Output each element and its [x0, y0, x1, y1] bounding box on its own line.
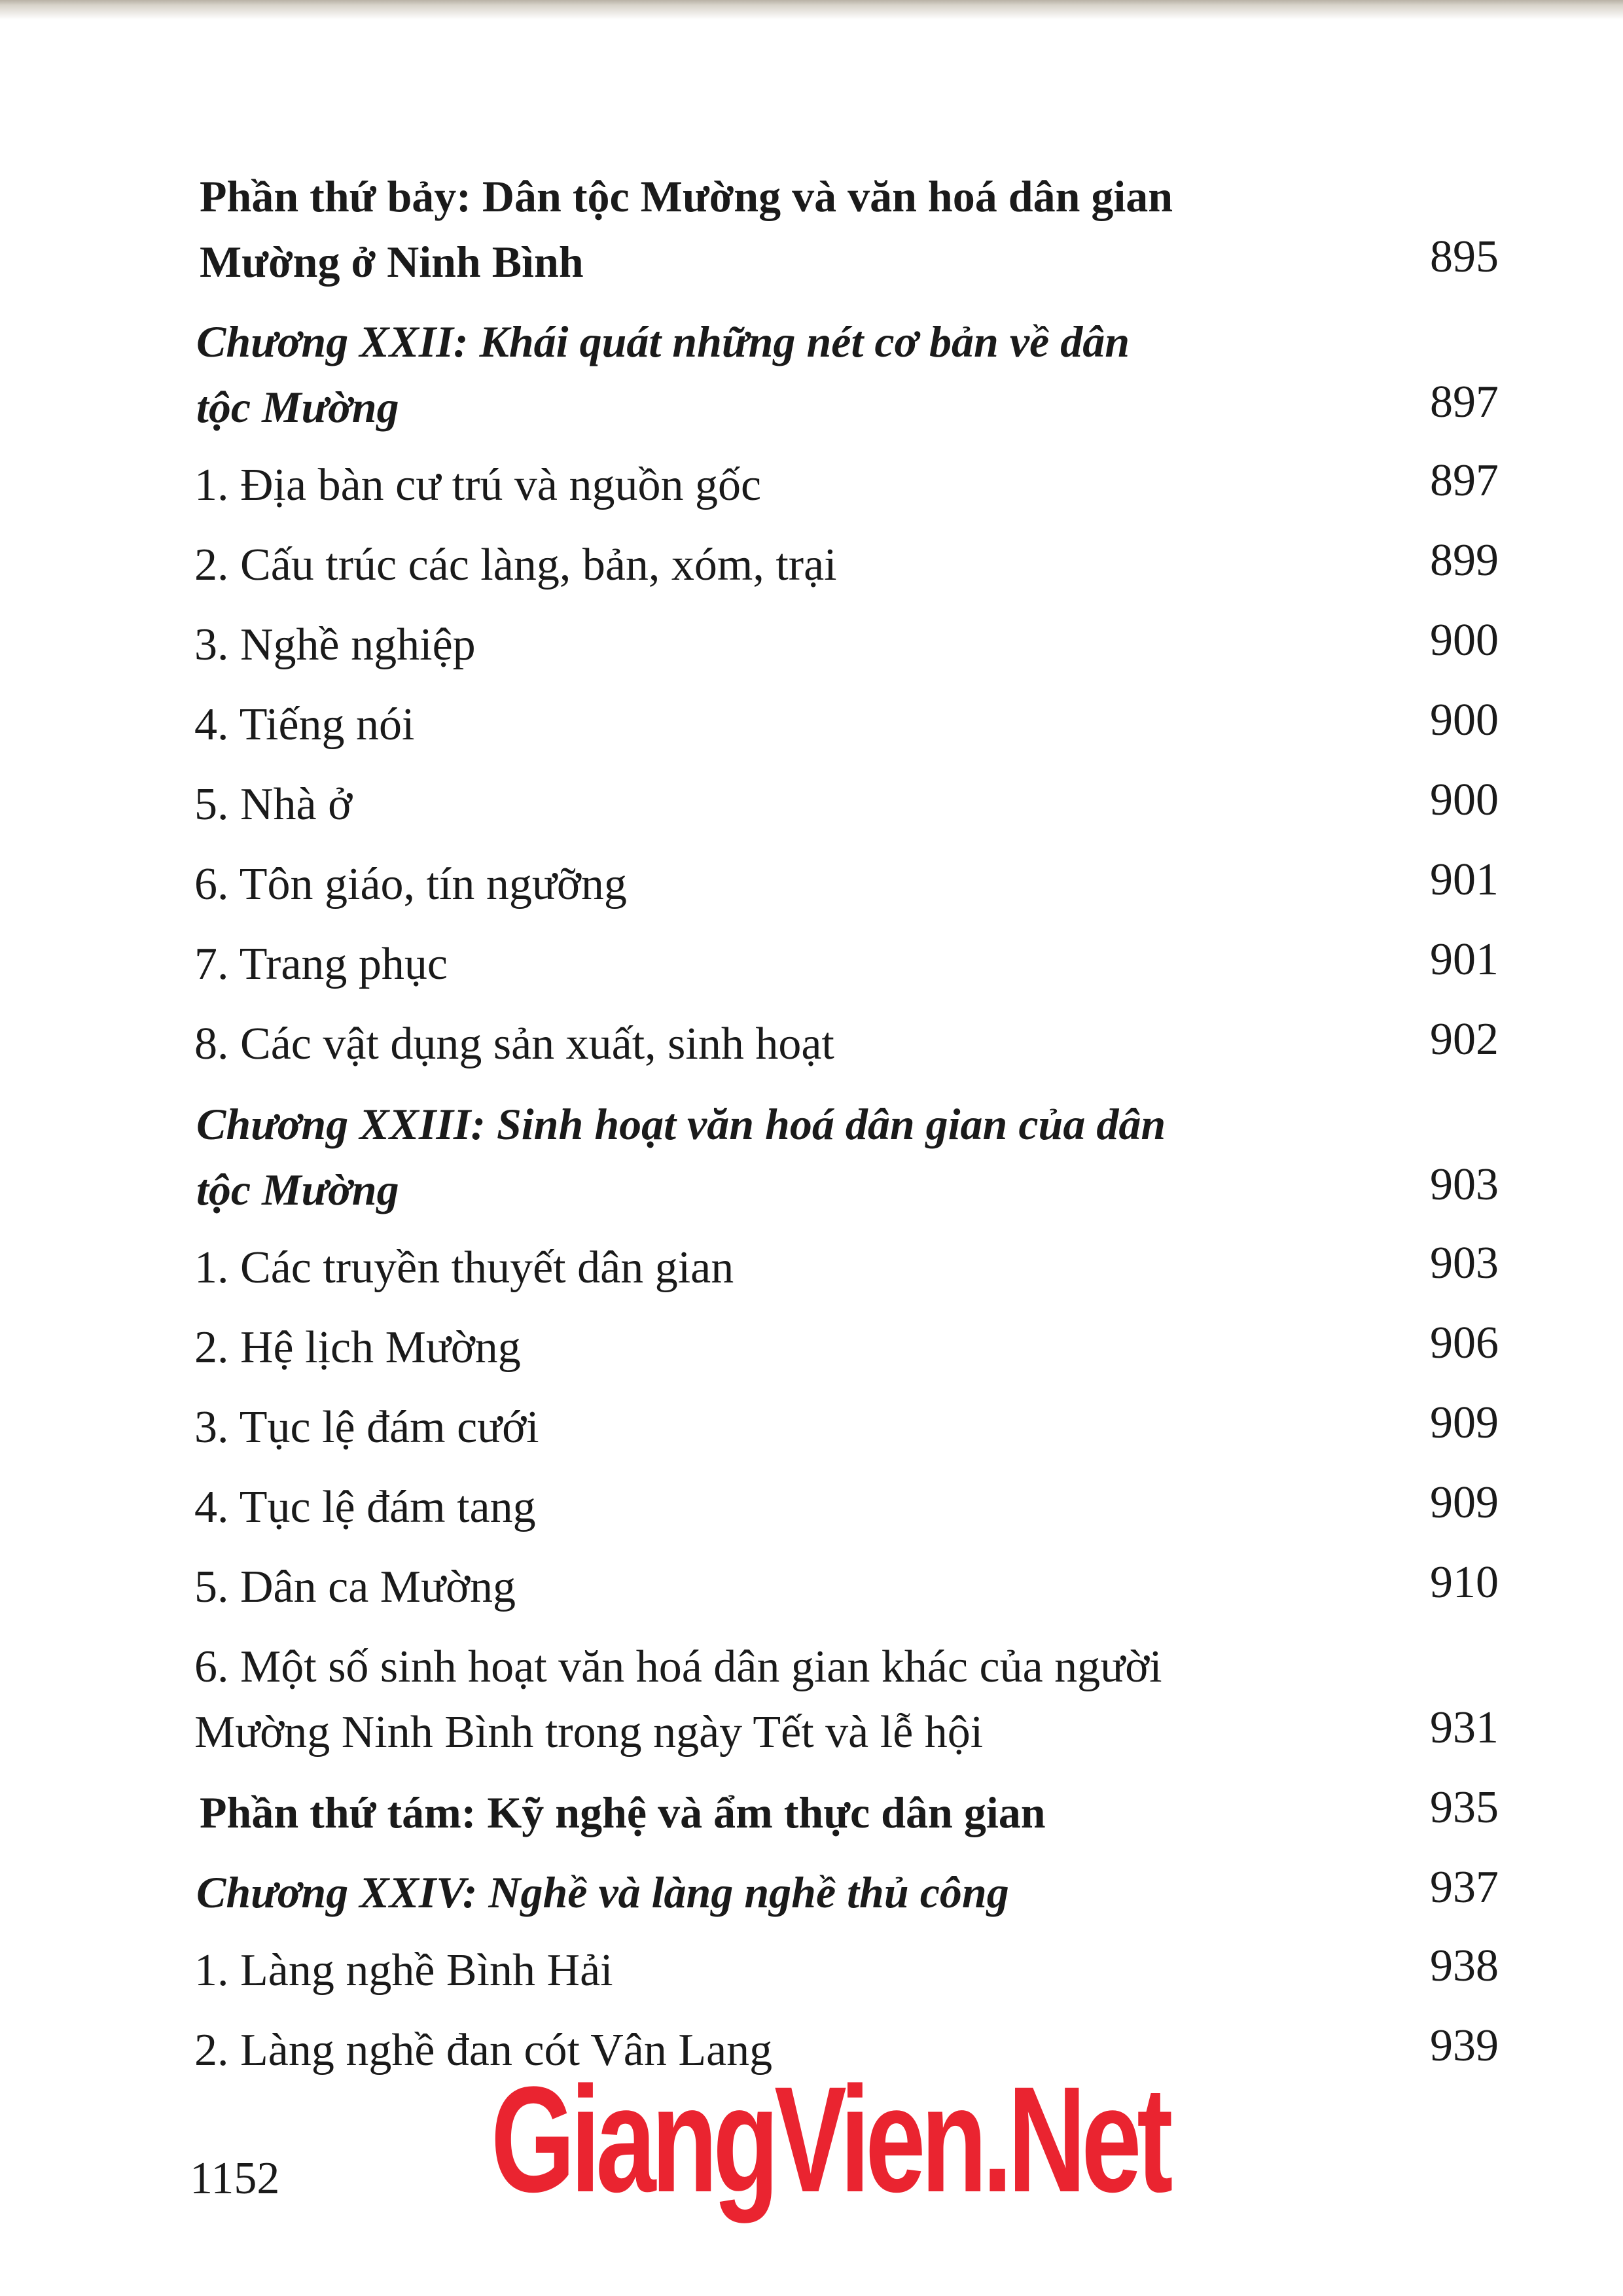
toc-entry-title: Chương XXIII: Sinh hoạt văn hoá dân gian của dân: [196, 1099, 1166, 1149]
toc-item: [0, 932, 1623, 997]
toc-entry-page-number: 931: [1430, 1703, 1499, 1753]
toc-entry-title: 6. Một số sinh hoạt văn hoá dân gian khác của người: [194, 1642, 1162, 1692]
toc-item: [0, 1475, 1623, 1540]
toc-item: [0, 692, 1623, 758]
toc-entry-title: Mường ở Ninh Bình: [200, 237, 584, 287]
toc-entry-title: 2. Hệ lịch Mường: [194, 1322, 521, 1373]
toc-part: [0, 1780, 1623, 1845]
toc-entry-title: Phần thứ bảy: Dân tộc Mường và văn hoá dân gian: [200, 171, 1173, 221]
toc-entry-page-number: 909: [1430, 1398, 1499, 1448]
toc-entry-page-number: 900: [1430, 775, 1499, 825]
toc-entry-page-number: 897: [1430, 455, 1499, 506]
toc-item: [0, 612, 1623, 678]
watermark-logo: GiangVien.Net: [491, 2055, 1169, 2223]
page-top-edge-shadow: [0, 0, 1623, 20]
toc-entry-title: 3. Nghề nghiệp: [194, 620, 476, 670]
toc-entry-title: Chương XXIV: Nghề và làng nghề thủ công: [196, 1867, 1009, 1917]
toc-entry-page-number: 903: [1430, 1159, 1499, 1210]
toc-item: [0, 1938, 1623, 2004]
toc-entry-title: 8. Các vật dụng sản xuất, sinh hoạt: [194, 1019, 834, 1069]
toc-entry-title: tộc Mường: [196, 382, 399, 432]
toc-entry-title: 5. Nhà ở: [194, 779, 353, 830]
toc-entry-page-number: 939: [1430, 2021, 1499, 2071]
toc-item: [0, 1634, 1623, 1765]
toc-entry-page-number: 901: [1430, 855, 1499, 905]
toc-entry-title: Chương XXII: Khái quát những nét cơ bản về dân: [196, 317, 1130, 366]
toc-entry-title: 3. Tục lệ đám cưới: [194, 1402, 539, 1453]
toc-entry-title: 6. Tôn giáo, tín ngưỡng: [194, 859, 627, 910]
toc-entry-page-number: 900: [1430, 695, 1499, 745]
toc-entry-page-number: 903: [1430, 1238, 1499, 1288]
toc-entry-page-number: 906: [1430, 1318, 1499, 1368]
toc-entry-page-number: 900: [1430, 615, 1499, 665]
toc-entry-title: 7. Trang phục: [194, 939, 448, 989]
toc-entry-title: 5. Dân ca Mường: [194, 1562, 516, 1612]
toc-entry-page-number: 901: [1430, 934, 1499, 985]
toc-part: [0, 164, 1623, 294]
toc-entry-title: Phần thứ tám: Kỹ nghệ và ẩm thực dân gian: [200, 1788, 1046, 1837]
toc-entry-title: 4. Tục lệ đám tang: [194, 1482, 536, 1532]
toc-entry-page-number: 902: [1430, 1014, 1499, 1065]
toc-entry-page-number: 899: [1430, 535, 1499, 586]
toc-chapter: [0, 1091, 1623, 1222]
toc-entry-title: 2. Làng nghề đan cót Vân Lang: [194, 2025, 773, 2075]
toc-item: [0, 772, 1623, 838]
table-of-contents: [0, 164, 1623, 2098]
toc-entry-title: 1. Các truyền thuyết dân gian: [194, 1243, 734, 1293]
toc-entry-title: 1. Địa bàn cư trú và nguồn gốc: [194, 460, 762, 510]
toc-entry-page-number: 909: [1430, 1477, 1499, 1528]
toc-entry-title: 2. Cấu trúc các làng, bản, xóm, trại: [194, 540, 837, 590]
toc-item: [0, 1012, 1623, 1077]
toc-item: [0, 1395, 1623, 1460]
toc-entry-title: Mường Ninh Bình trong ngày Tết và lễ hội: [194, 1707, 984, 1757]
toc-chapter: [0, 1860, 1623, 1925]
toc-item: [0, 1235, 1623, 1301]
toc-item: [0, 1555, 1623, 1620]
toc-entry-title: 4. Tiếng nói: [194, 699, 415, 750]
toc-entry-page-number: 897: [1430, 377, 1499, 427]
toc-entry-title: 1. Làng nghề Bình Hải: [194, 1945, 613, 1996]
toc-entry-title: tộc Mường: [196, 1165, 399, 1214]
toc-item: [0, 533, 1623, 598]
toc-entry-page-number: 937: [1430, 1862, 1499, 1913]
toc-entry-page-number: 910: [1430, 1557, 1499, 1608]
toc-item: [0, 852, 1623, 917]
page-number: 1152: [190, 2153, 280, 2204]
toc-entry-page-number: 938: [1430, 1941, 1499, 1991]
toc-item: [0, 453, 1623, 518]
toc-item: [0, 1315, 1623, 1381]
toc-entry-page-number: 895: [1430, 232, 1499, 282]
toc-entry-page-number: 935: [1430, 1782, 1499, 1833]
toc-chapter: [0, 309, 1623, 440]
